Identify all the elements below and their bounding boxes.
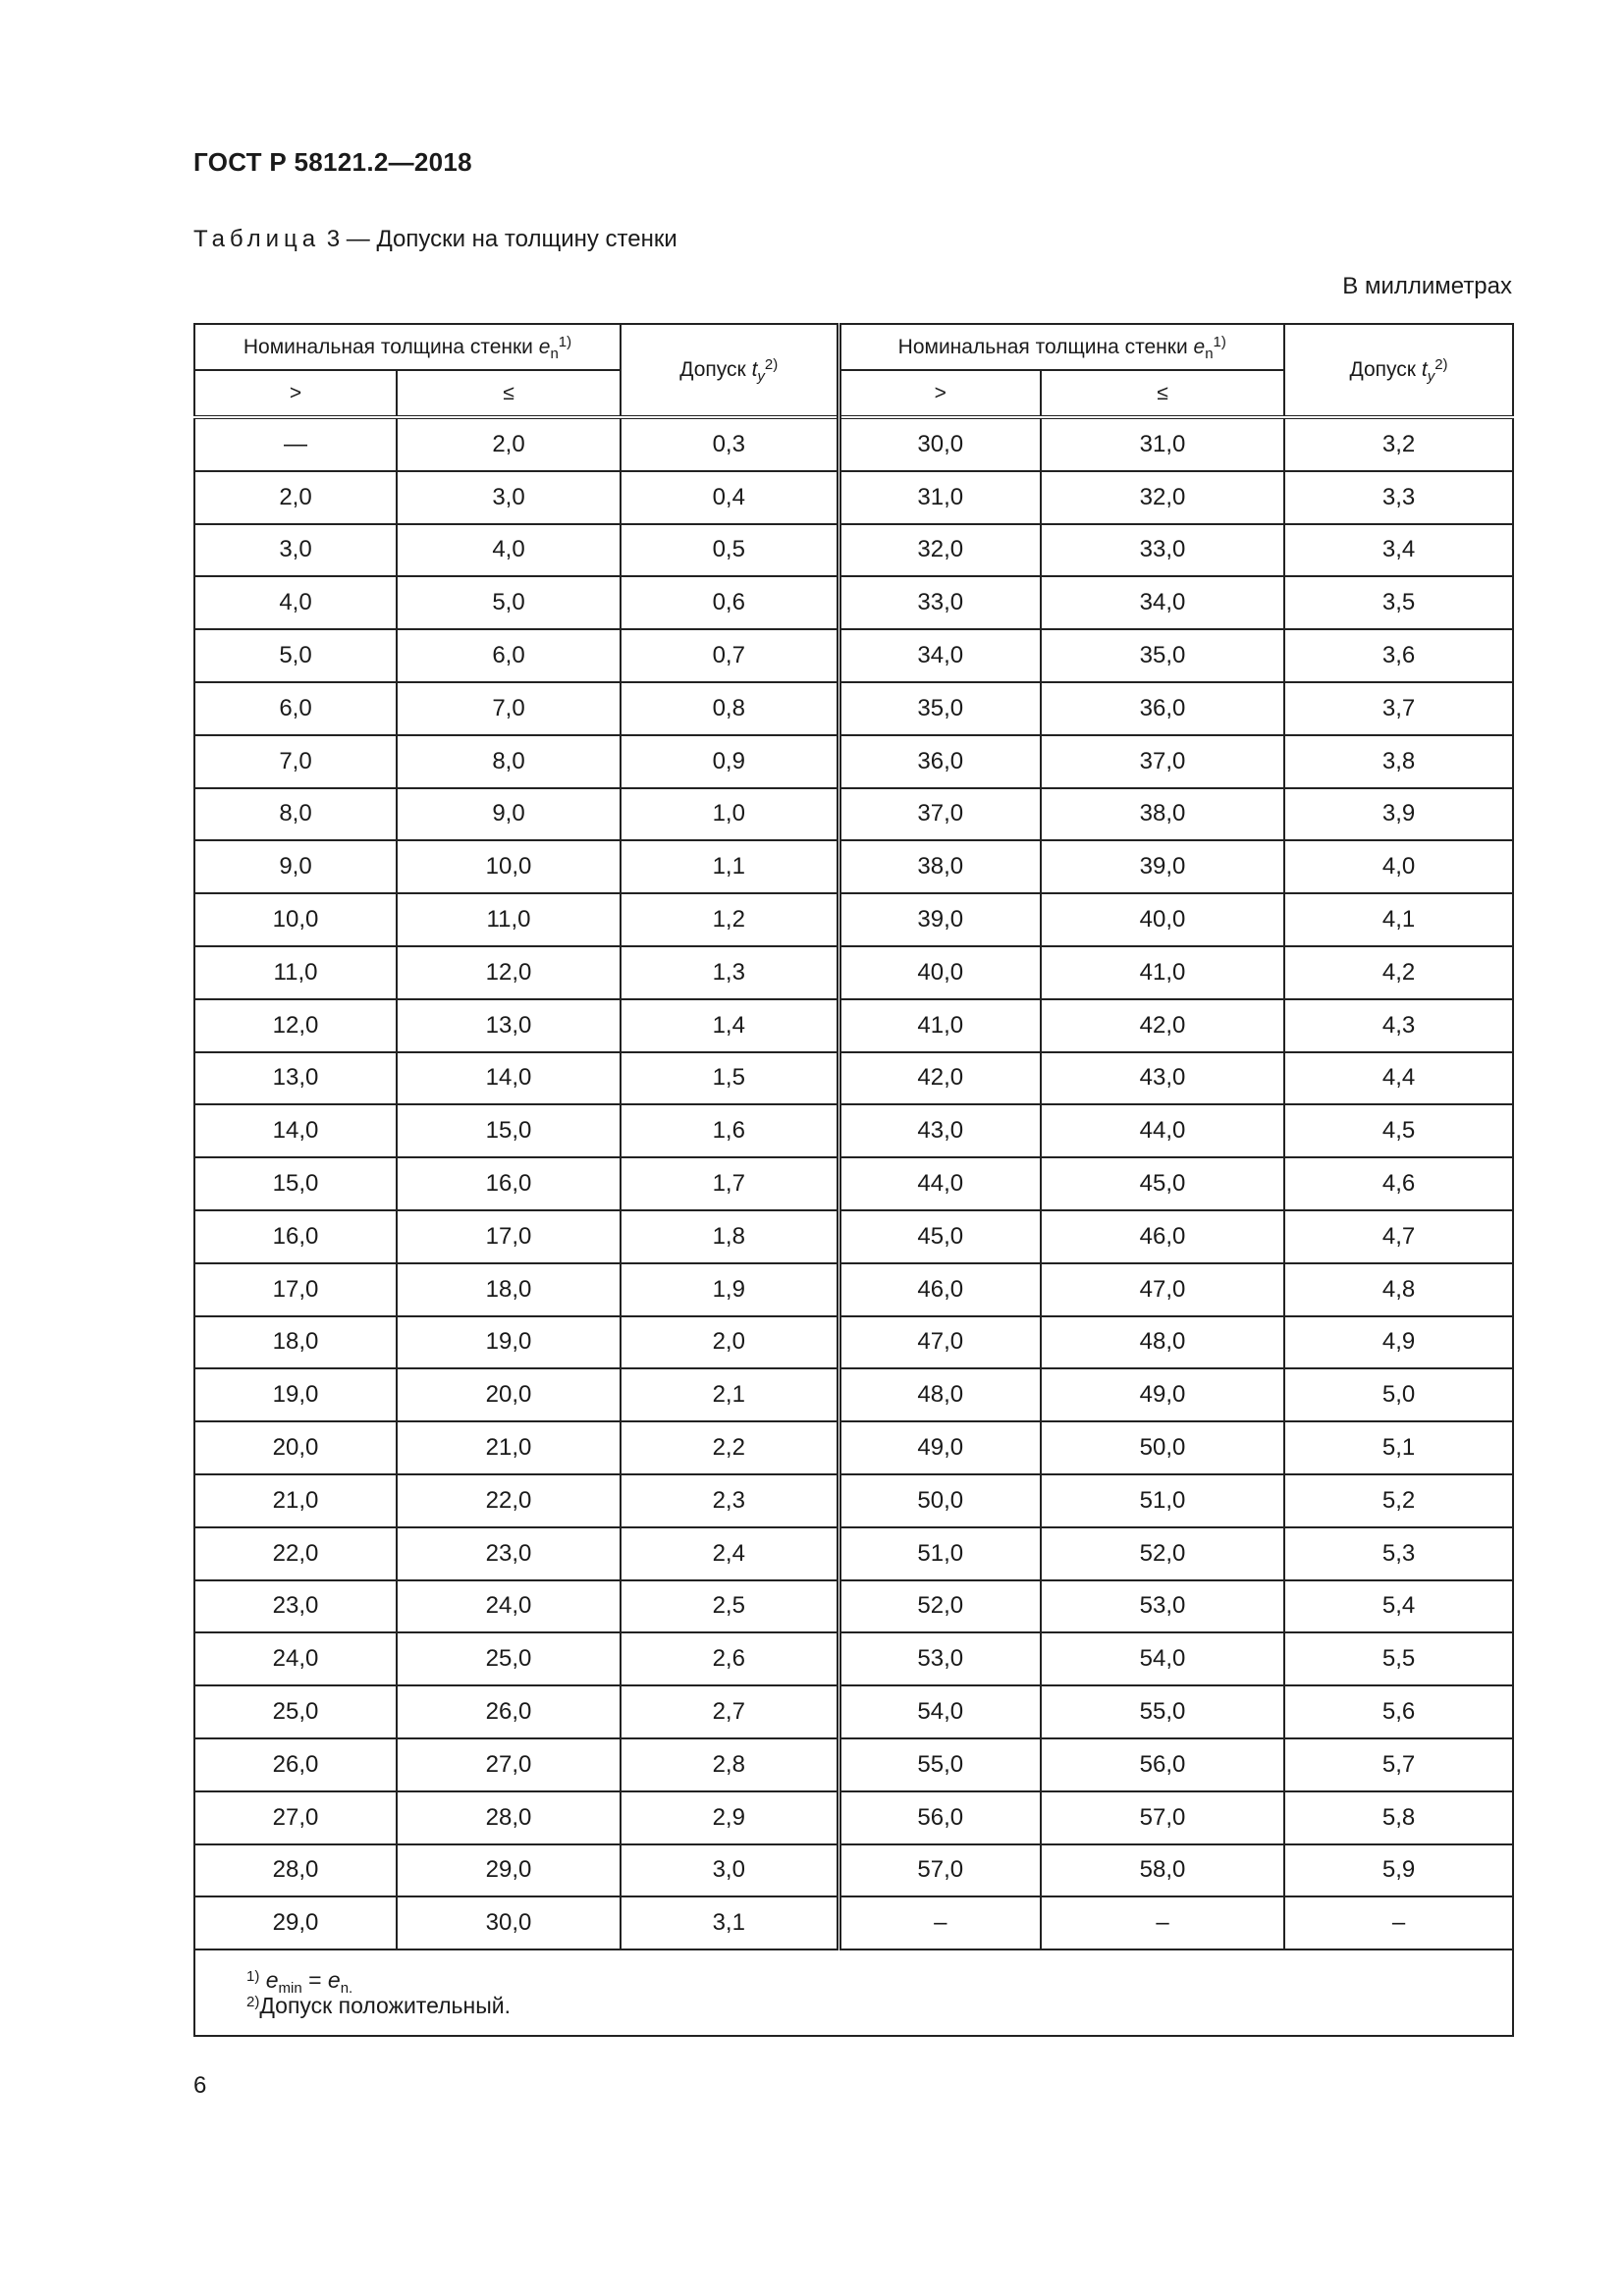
cell-min-right: 57,0 bbox=[839, 1844, 1041, 1897]
cell-min-right: 37,0 bbox=[839, 788, 1041, 841]
cell-max-right: 55,0 bbox=[1041, 1685, 1284, 1738]
page-number: 6 bbox=[193, 2072, 207, 2099]
table-row bbox=[194, 1896, 1513, 1949]
cell-min-left: 9,0 bbox=[194, 840, 397, 893]
cell-max-left: 4,0 bbox=[397, 524, 621, 577]
cell-max-left: 19,0 bbox=[397, 1316, 621, 1369]
cell-max-left: 8,0 bbox=[397, 735, 621, 788]
cell-tolerance-left: 1,3 bbox=[621, 946, 839, 999]
cell-min-left: — bbox=[194, 417, 397, 471]
cell-min-left: 19,0 bbox=[194, 1368, 397, 1421]
footnote-1: $^{1)}$ $e_{min} = e_{n.}$ bbox=[246, 1967, 353, 1998]
cell-tolerance-left: 1,1 bbox=[621, 840, 839, 893]
cell-tolerance-left: 2,0 bbox=[621, 1316, 839, 1369]
cell-min-left: 22,0 bbox=[194, 1527, 397, 1580]
cell-tolerance-left: 1,6 bbox=[621, 1104, 839, 1157]
table-caption-word: Таблица bbox=[193, 226, 321, 252]
cell-tolerance-left: 1,8 bbox=[621, 1210, 839, 1263]
cell-min-left: 20,0 bbox=[194, 1421, 397, 1474]
table-row bbox=[194, 1632, 1513, 1685]
cell-min-left: 15,0 bbox=[194, 1157, 397, 1210]
cell-min-left: 23,0 bbox=[194, 1580, 397, 1633]
cell-max-left: 20,0 bbox=[397, 1368, 621, 1421]
cell-tolerance-right: 4,9 bbox=[1284, 1316, 1513, 1369]
subheader-greater-than: > bbox=[839, 370, 1041, 417]
cell-tolerance-left: 2,6 bbox=[621, 1632, 839, 1685]
table-row bbox=[194, 629, 1513, 682]
units-label: В миллиметрах bbox=[1342, 273, 1512, 299]
cell-tolerance-right: 4,8 bbox=[1284, 1263, 1513, 1316]
cell-tolerance-left: 2,3 bbox=[621, 1474, 839, 1527]
cell-tolerance-right: 5,2 bbox=[1284, 1474, 1513, 1527]
cell-max-right: 42,0 bbox=[1041, 999, 1284, 1052]
table-row bbox=[194, 1738, 1513, 1791]
cell-max-left: 27,0 bbox=[397, 1738, 621, 1791]
cell-tolerance-left: 3,1 bbox=[621, 1896, 839, 1949]
table-caption-text: 3 — Допуски на толщину стенки bbox=[326, 226, 677, 252]
cell-tolerance-left: 2,1 bbox=[621, 1368, 839, 1421]
cell-max-left: 16,0 bbox=[397, 1157, 621, 1210]
cell-min-right: 34,0 bbox=[839, 629, 1041, 682]
cell-tolerance-right: 4,1 bbox=[1284, 893, 1513, 946]
cell-min-left: 25,0 bbox=[194, 1685, 397, 1738]
cell-min-left: 5,0 bbox=[194, 629, 397, 682]
cell-min-left: 21,0 bbox=[194, 1474, 397, 1527]
cell-tolerance-right: 5,1 bbox=[1284, 1421, 1513, 1474]
document-title: ГОСТ Р 58121.2—2018 bbox=[193, 147, 472, 177]
cell-tolerance-right: 4,2 bbox=[1284, 946, 1513, 999]
cell-min-right: 35,0 bbox=[839, 682, 1041, 735]
cell-min-right: 50,0 bbox=[839, 1474, 1041, 1527]
table-row bbox=[194, 893, 1513, 946]
cell-max-right: 51,0 bbox=[1041, 1474, 1284, 1527]
cell-max-right: 45,0 bbox=[1041, 1157, 1284, 1210]
cell-tolerance-right: 4,0 bbox=[1284, 840, 1513, 893]
cell-max-left: 25,0 bbox=[397, 1632, 621, 1685]
cell-min-right: 44,0 bbox=[839, 1157, 1041, 1210]
table-row bbox=[194, 1263, 1513, 1316]
cell-max-left: 26,0 bbox=[397, 1685, 621, 1738]
cell-min-right: 30,0 bbox=[839, 417, 1041, 471]
cell-tolerance-right: – bbox=[1284, 1896, 1513, 1949]
cell-max-left: 9,0 bbox=[397, 788, 621, 841]
cell-max-right: 57,0 bbox=[1041, 1791, 1284, 1844]
table-row bbox=[194, 1844, 1513, 1897]
cell-tolerance-right: 5,0 bbox=[1284, 1368, 1513, 1421]
cell-max-right: 38,0 bbox=[1041, 788, 1284, 841]
cell-tolerance-right: 4,3 bbox=[1284, 999, 1513, 1052]
cell-max-left: 6,0 bbox=[397, 629, 621, 682]
cell-min-left: 7,0 bbox=[194, 735, 397, 788]
cell-min-right: 38,0 bbox=[839, 840, 1041, 893]
table-row bbox=[194, 999, 1513, 1052]
cell-tolerance-right: 3,2 bbox=[1284, 417, 1513, 471]
cell-min-left: 2,0 bbox=[194, 471, 397, 524]
cell-min-right: 41,0 bbox=[839, 999, 1041, 1052]
cell-tolerance-right: 3,4 bbox=[1284, 524, 1513, 577]
cell-tolerance-left: 0,9 bbox=[621, 735, 839, 788]
cell-min-right: – bbox=[839, 1896, 1041, 1949]
cell-max-right: 37,0 bbox=[1041, 735, 1284, 788]
subheader-less-equal: ≤ bbox=[397, 370, 621, 417]
table-notes bbox=[194, 1949, 1513, 2036]
cell-max-left: 22,0 bbox=[397, 1474, 621, 1527]
cell-min-left: 3,0 bbox=[194, 524, 397, 577]
cell-tolerance-right: 5,3 bbox=[1284, 1527, 1513, 1580]
cell-max-left: 2,0 bbox=[397, 417, 621, 471]
table-row bbox=[194, 840, 1513, 893]
cell-max-right: 48,0 bbox=[1041, 1316, 1284, 1369]
cell-min-right: 48,0 bbox=[839, 1368, 1041, 1421]
cell-max-right: 44,0 bbox=[1041, 1104, 1284, 1157]
cell-max-left: 24,0 bbox=[397, 1580, 621, 1633]
cell-tolerance-right: 5,9 bbox=[1284, 1844, 1513, 1897]
cell-min-right: 40,0 bbox=[839, 946, 1041, 999]
table-row bbox=[194, 682, 1513, 735]
table-row bbox=[194, 576, 1513, 629]
cell-min-right: 49,0 bbox=[839, 1421, 1041, 1474]
header-nominal-thickness-left: Номинальная толщина стенки $e_n^{1)}$ bbox=[194, 324, 621, 370]
cell-min-right: 47,0 bbox=[839, 1316, 1041, 1369]
cell-min-left: 14,0 bbox=[194, 1104, 397, 1157]
cell-tolerance-right: 3,5 bbox=[1284, 576, 1513, 629]
cell-max-left: 10,0 bbox=[397, 840, 621, 893]
cell-min-right: 52,0 bbox=[839, 1580, 1041, 1633]
cell-max-left: 23,0 bbox=[397, 1527, 621, 1580]
cell-min-left: 12,0 bbox=[194, 999, 397, 1052]
cell-tolerance-left: 1,4 bbox=[621, 999, 839, 1052]
cell-min-left: 4,0 bbox=[194, 576, 397, 629]
cell-tolerance-left: 2,5 bbox=[621, 1580, 839, 1633]
cell-min-right: 55,0 bbox=[839, 1738, 1041, 1791]
cell-min-right: 33,0 bbox=[839, 576, 1041, 629]
cell-min-right: 53,0 bbox=[839, 1632, 1041, 1685]
cell-max-right: 54,0 bbox=[1041, 1632, 1284, 1685]
cell-tolerance-left: 2,7 bbox=[621, 1685, 839, 1738]
cell-max-left: 15,0 bbox=[397, 1104, 621, 1157]
table-row bbox=[194, 1104, 1513, 1157]
cell-tolerance-right: 4,4 bbox=[1284, 1052, 1513, 1105]
cell-tolerance-right: 5,8 bbox=[1284, 1791, 1513, 1844]
cell-max-right: 36,0 bbox=[1041, 682, 1284, 735]
cell-max-right: 41,0 bbox=[1041, 946, 1284, 999]
cell-max-right: 31,0 bbox=[1041, 417, 1284, 471]
cell-max-left: 17,0 bbox=[397, 1210, 621, 1263]
cell-tolerance-right: 5,6 bbox=[1284, 1685, 1513, 1738]
cell-max-left: 18,0 bbox=[397, 1263, 621, 1316]
cell-tolerance-right: 3,9 bbox=[1284, 788, 1513, 841]
table-row bbox=[194, 1474, 1513, 1527]
table-row bbox=[194, 1791, 1513, 1844]
cell-tolerance-left: 1,7 bbox=[621, 1157, 839, 1210]
cell-tolerance-right: 3,3 bbox=[1284, 471, 1513, 524]
table-row bbox=[194, 1580, 1513, 1633]
table-caption bbox=[193, 226, 677, 253]
cell-min-right: 51,0 bbox=[839, 1527, 1041, 1580]
cell-tolerance-left: 2,8 bbox=[621, 1738, 839, 1791]
cell-min-right: 32,0 bbox=[839, 524, 1041, 577]
cell-max-right: 43,0 bbox=[1041, 1052, 1284, 1105]
cell-max-left: 21,0 bbox=[397, 1421, 621, 1474]
table-row bbox=[194, 1368, 1513, 1421]
cell-tolerance-left: 0,7 bbox=[621, 629, 839, 682]
subheader-greater-than: > bbox=[194, 370, 397, 417]
cell-min-right: 31,0 bbox=[839, 471, 1041, 524]
cell-min-right: 43,0 bbox=[839, 1104, 1041, 1157]
cell-max-left: 14,0 bbox=[397, 1052, 621, 1105]
cell-max-right: 52,0 bbox=[1041, 1527, 1284, 1580]
cell-tolerance-left: 1,0 bbox=[621, 788, 839, 841]
table-row bbox=[194, 735, 1513, 788]
cell-tolerance-left: 2,2 bbox=[621, 1421, 839, 1474]
cell-max-right: 35,0 bbox=[1041, 629, 1284, 682]
cell-min-right: 36,0 bbox=[839, 735, 1041, 788]
cell-max-right: 47,0 bbox=[1041, 1263, 1284, 1316]
table-row bbox=[194, 1527, 1513, 1580]
table-row bbox=[194, 788, 1513, 841]
cell-max-left: 3,0 bbox=[397, 471, 621, 524]
header-tolerance-right: Допуск $t_y^{2)}$ bbox=[1284, 324, 1513, 417]
cell-tolerance-left: 0,5 bbox=[621, 524, 839, 577]
cell-min-right: 46,0 bbox=[839, 1263, 1041, 1316]
cell-max-left: 30,0 bbox=[397, 1896, 621, 1949]
cell-min-left: 18,0 bbox=[194, 1316, 397, 1369]
header-tolerance-left: Допуск $t_y^{2)}$ bbox=[621, 324, 839, 417]
table-row bbox=[194, 1421, 1513, 1474]
cell-max-right: 58,0 bbox=[1041, 1844, 1284, 1897]
cell-tolerance-right: 4,6 bbox=[1284, 1157, 1513, 1210]
cell-max-right: 46,0 bbox=[1041, 1210, 1284, 1263]
cell-min-right: 56,0 bbox=[839, 1791, 1041, 1844]
cell-max-left: 28,0 bbox=[397, 1791, 621, 1844]
cell-min-right: 45,0 bbox=[839, 1210, 1041, 1263]
cell-min-left: 11,0 bbox=[194, 946, 397, 999]
cell-tolerance-left: 0,3 bbox=[621, 417, 839, 471]
table-row bbox=[194, 524, 1513, 577]
table-row bbox=[194, 1157, 1513, 1210]
cell-min-left: 8,0 bbox=[194, 788, 397, 841]
cell-tolerance-right: 5,4 bbox=[1284, 1580, 1513, 1633]
table-row bbox=[194, 1316, 1513, 1369]
cell-tolerance-right: 3,6 bbox=[1284, 629, 1513, 682]
cell-min-right: 54,0 bbox=[839, 1685, 1041, 1738]
cell-min-right: 42,0 bbox=[839, 1052, 1041, 1105]
cell-tolerance-right: 4,5 bbox=[1284, 1104, 1513, 1157]
cell-tolerance-left: 3,0 bbox=[621, 1844, 839, 1897]
cell-max-left: 12,0 bbox=[397, 946, 621, 999]
cell-min-left: 16,0 bbox=[194, 1210, 397, 1263]
cell-max-right: – bbox=[1041, 1896, 1284, 1949]
cell-min-left: 13,0 bbox=[194, 1052, 397, 1105]
cell-tolerance-right: 5,5 bbox=[1284, 1632, 1513, 1685]
cell-tolerance-left: 1,5 bbox=[621, 1052, 839, 1105]
table-row bbox=[194, 417, 1513, 471]
footnote-2: $^{2)}$Допуск положительный. bbox=[246, 1993, 511, 2019]
table-row bbox=[194, 471, 1513, 524]
table-row bbox=[194, 1210, 1513, 1263]
cell-max-left: 11,0 bbox=[397, 893, 621, 946]
tolerance-table bbox=[193, 323, 1514, 2037]
cell-max-right: 32,0 bbox=[1041, 471, 1284, 524]
cell-min-left: 27,0 bbox=[194, 1791, 397, 1844]
cell-tolerance-left: 0,8 bbox=[621, 682, 839, 735]
cell-max-right: 53,0 bbox=[1041, 1580, 1284, 1633]
cell-tolerance-right: 3,8 bbox=[1284, 735, 1513, 788]
cell-min-left: 29,0 bbox=[194, 1896, 397, 1949]
cell-tolerance-right: 4,7 bbox=[1284, 1210, 1513, 1263]
cell-tolerance-left: 2,4 bbox=[621, 1527, 839, 1580]
cell-tolerance-right: 5,7 bbox=[1284, 1738, 1513, 1791]
cell-tolerance-left: 1,9 bbox=[621, 1263, 839, 1316]
cell-max-right: 34,0 bbox=[1041, 576, 1284, 629]
cell-max-right: 33,0 bbox=[1041, 524, 1284, 577]
table-row bbox=[194, 946, 1513, 999]
cell-tolerance-right: 3,7 bbox=[1284, 682, 1513, 735]
cell-max-right: 49,0 bbox=[1041, 1368, 1284, 1421]
subheader-less-equal: ≤ bbox=[1041, 370, 1284, 417]
cell-min-right: 39,0 bbox=[839, 893, 1041, 946]
table-body bbox=[194, 417, 1513, 1949]
cell-max-left: 7,0 bbox=[397, 682, 621, 735]
cell-max-right: 50,0 bbox=[1041, 1421, 1284, 1474]
cell-min-left: 24,0 bbox=[194, 1632, 397, 1685]
header-nominal-thickness-right: Номинальная толщина стенки $e_n^{1)}$ bbox=[839, 324, 1284, 370]
cell-max-right: 39,0 bbox=[1041, 840, 1284, 893]
table-header bbox=[194, 324, 1513, 417]
cell-max-left: 5,0 bbox=[397, 576, 621, 629]
cell-tolerance-left: 0,4 bbox=[621, 471, 839, 524]
cell-min-left: 10,0 bbox=[194, 893, 397, 946]
cell-tolerance-left: 0,6 bbox=[621, 576, 839, 629]
cell-min-left: 26,0 bbox=[194, 1738, 397, 1791]
cell-min-left: 17,0 bbox=[194, 1263, 397, 1316]
cell-tolerance-left: 1,2 bbox=[621, 893, 839, 946]
cell-max-left: 29,0 bbox=[397, 1844, 621, 1897]
cell-min-left: 6,0 bbox=[194, 682, 397, 735]
cell-max-left: 13,0 bbox=[397, 999, 621, 1052]
cell-max-right: 56,0 bbox=[1041, 1738, 1284, 1791]
table-row bbox=[194, 1685, 1513, 1738]
cell-min-left: 28,0 bbox=[194, 1844, 397, 1897]
table-row bbox=[194, 1052, 1513, 1105]
cell-tolerance-left: 2,9 bbox=[621, 1791, 839, 1844]
cell-max-right: 40,0 bbox=[1041, 893, 1284, 946]
